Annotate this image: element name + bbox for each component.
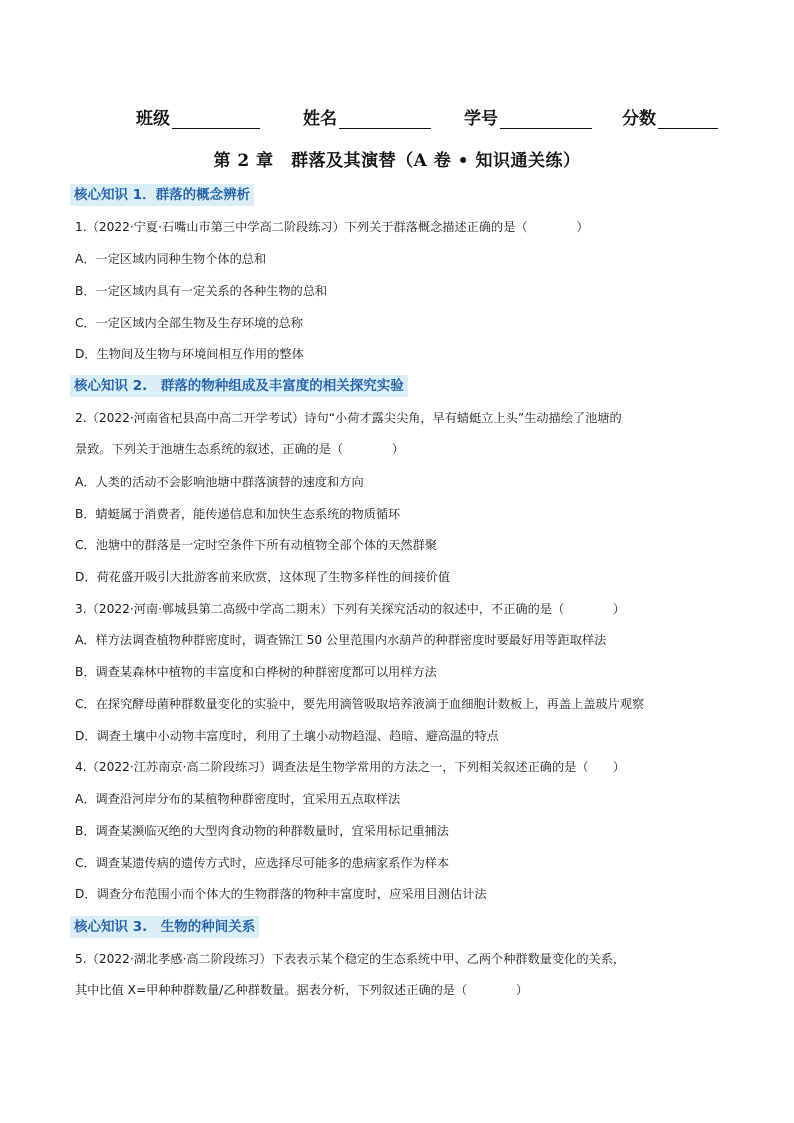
question-1-option-a: A．一定区域内同种生物个体的总和	[75, 252, 267, 266]
student-id-label: 学号	[464, 109, 498, 129]
question-1-option-d: D．生物间及生物与环境间相互作用的整体	[75, 347, 304, 361]
question-4-option-a: A．调查沿河岸分布的某植物种群密度时，宜采用五点取样法	[75, 792, 401, 806]
score-field	[622, 104, 718, 129]
question-3-option-a: A．样方法调查植物种群密度时，调查锦江 50 公里范围内水葫芦的种群密度时要最好用等距取样法	[75, 633, 607, 647]
question-1-stem: 1.（2022·宁夏·石嘴山市第三中学高二阶段练习）下列关于群落概念描述正确的是（ ）	[75, 220, 589, 234]
section-heading-1: 核心知识 1．群落的概念辨析	[70, 184, 254, 206]
question-2-option-c: C．池塘中的群落是一定时空条件下所有动植物全部个体的天然群聚	[75, 538, 437, 552]
name-field	[303, 104, 431, 129]
question-2-option-b: B．蜻蜓属于消费者，能传递信息和加快生态系统的物质循环	[75, 507, 401, 521]
student-info-row	[0, 104, 794, 130]
question-3-option-b: B．调查某森林中植物的丰富度和白桦树的种群密度都可以用样方法	[75, 665, 437, 679]
question-4-stem: 4.（2022·江苏南京·高二阶段练习）调查法是生物学常用的方法之一，下列相关叙述正确的是（ ）	[75, 760, 626, 774]
question-4-option-c: C．调查某遗传病的遗传方式时，应选择尽可能多的患病家系作为样本	[75, 856, 450, 870]
question-4-option-b: B．调查某濒临灭绝的大型肉食动物的种群数量时，宜采用标记重捕法	[75, 824, 449, 838]
question-4-option-d: D．调查分布范围小而个体大的生物群落的物种丰富度时，应采用目测估计法	[75, 887, 487, 901]
class-field	[136, 104, 260, 129]
name-label: 姓名	[303, 109, 337, 129]
student-id-field	[464, 104, 592, 129]
question-3-option-d: D．调查土壤中小动物丰富度时，利用了土壤小动物趋湿、趋暗、避高温的特点	[75, 729, 499, 743]
class-label: 班级	[136, 109, 170, 129]
student-id-blank[interactable]	[500, 110, 592, 129]
question-5-stem-line-2: 其中比值 X=甲种种群数量/乙种群数量。据表分析，下列叙述正确的是（ ）	[75, 983, 529, 997]
question-2-option-d: D．荷花盛开吸引大批游客前来欣赏，这体现了生物多样性的间接价值	[75, 570, 451, 584]
score-blank[interactable]	[658, 110, 718, 129]
name-blank[interactable]	[339, 110, 431, 129]
class-blank[interactable]	[172, 110, 260, 129]
page-title: 第 2 章 群落及其演替（A 卷 • 知识通关练）	[213, 151, 581, 171]
question-2-stem-line-1: 2.（2022·河南省杞县高中高二开学考试）诗句“小荷才露尖尖角，早有蜻蜓立上头”生动描绘了池塘的	[75, 411, 622, 425]
question-3-option-c: C．在探究酵母菌种群数量变化的实验中，要先用滴管吸取培养液滴于血细胞计数板上，再盖上盖玻片观察	[75, 697, 645, 711]
question-3-stem: 3.（2022·河南·郸城县第二高级中学高二期末）下列有关探究活动的叙述中，不正确的是（ ）	[75, 602, 626, 616]
section-heading-2: 核心知识 2. 群落的物种组成及丰富度的相关探究实验	[70, 375, 408, 397]
question-2-stem-line-2: 景致。下列关于池塘生态系统的叙述，正确的是（ ）	[75, 442, 405, 456]
question-2-option-a: A．人类的活动不会影响池塘中群落演替的速度和方向	[75, 475, 364, 489]
question-1-option-b: B．一定区域内具有一定关系的各种生物的总和	[75, 284, 328, 298]
section-heading-3: 核心知识 3. 生物的种间关系	[70, 916, 259, 938]
question-1-option-c: C．一定区域内全部生物及生存环境的总称	[75, 316, 303, 330]
question-5-stem-line-1: 5.（2022·湖北孝感·高二阶段练习）下表表示某个稳定的生态系统中甲、乙两个种群数量变化的关系，	[75, 952, 626, 966]
score-label: 分数	[622, 109, 656, 129]
